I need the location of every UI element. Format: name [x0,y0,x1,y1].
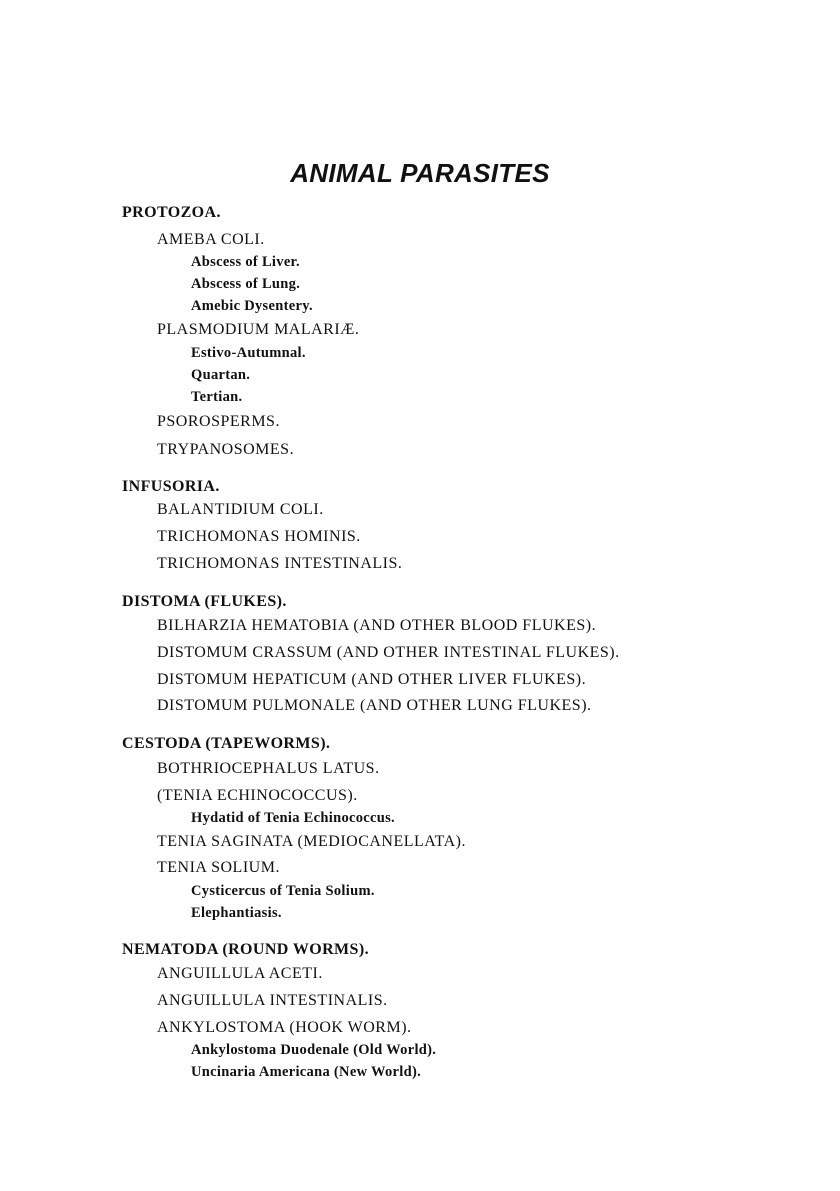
entry-bilharzia-hematobia: BILHARZIA HEMATOBIA (AND OTHER BLOOD FLUKES). [157,617,597,634]
entry-distomum-hepaticum: DISTOMUM HEPATICUM (AND OTHER LIVER FLUKES). [157,671,587,688]
subentry-cysticercus: Cysticercus of Tenia Solium. [191,883,375,899]
entry-ankylostoma: ANKYLOSTOMA (HOOK WORM). [157,1019,412,1036]
entry-trichomonas-intestinalis: TRICHOMONAS INTESTINALIS. [157,555,403,572]
subentry-elephantiasis: Elephantiasis. [191,905,282,921]
entry-trichomonas-hominis: TRICHOMONAS HOMINIS. [157,528,361,545]
entry-tenia-echinococcus: (TENIA ECHINOCOCCUS). [157,787,358,804]
entry-tenia-saginata: TENIA SAGINATA (MEDIOCANELLATA). [157,833,466,850]
subentry-abscess-lung: Abscess of Lung. [191,276,301,292]
entry-anguillula-intestinalis: ANGUILLULA INTESTINALIS. [157,992,388,1009]
entry-distomum-crassum: DISTOMUM CRASSUM (AND OTHER INTESTINAL FLUKES). [157,644,620,661]
subentry-abscess-liver: Abscess of Liver. [191,254,300,270]
section-heading-protozoa: PROTOZOA. [122,204,221,221]
section-heading-distoma: DISTOMA (FLUKES). [122,593,287,610]
entry-tenia-solium: TENIA SOLIUM. [157,859,280,876]
subentry-hydatid: Hydatid of Tenia Echinococcus. [191,810,395,826]
subentry-amebic-dysentery: Amebic Dysentery. [191,298,313,314]
page-title: ANIMAL PARASITES [290,158,550,188]
entry-bothriocephalus-latus: BOTHRIOCEPHALUS LATUS. [157,760,380,777]
entry-distomum-pulmonale: DISTOMUM PULMONALE (AND OTHER LUNG FLUKES). [157,697,592,714]
entry-anguillula-aceti: ANGUILLULA ACETI. [157,965,323,982]
entry-trypanosomes: TRYPANOSOMES. [157,441,295,458]
section-heading-cestoda: CESTODA (TAPEWORMS). [122,735,331,752]
subentry-quartan: Quartan. [191,367,251,383]
subentry-ankylostoma-duodenale: Ankylostoma Duodenale (Old World). [191,1042,437,1058]
entry-psorosperms: PSOROSPERMS. [157,413,280,430]
section-heading-infusoria: INFUSORIA. [122,478,220,495]
entry-plasmodium-malariae: PLASMODIUM MALARIÆ. [157,321,360,338]
subentry-uncinaria-americana: Uncinaria Americana (New World). [191,1064,422,1080]
entry-ameba-coli: AMEBA COLI. [157,231,265,248]
subentry-estivo-autumnal: Estivo-Autumnal. [191,345,306,361]
subentry-tertian: Tertian. [191,389,243,405]
section-heading-nematoda: NEMATODA (ROUND WORMS). [122,941,369,958]
entry-balantidium-coli: BALANTIDIUM COLI. [157,501,324,518]
